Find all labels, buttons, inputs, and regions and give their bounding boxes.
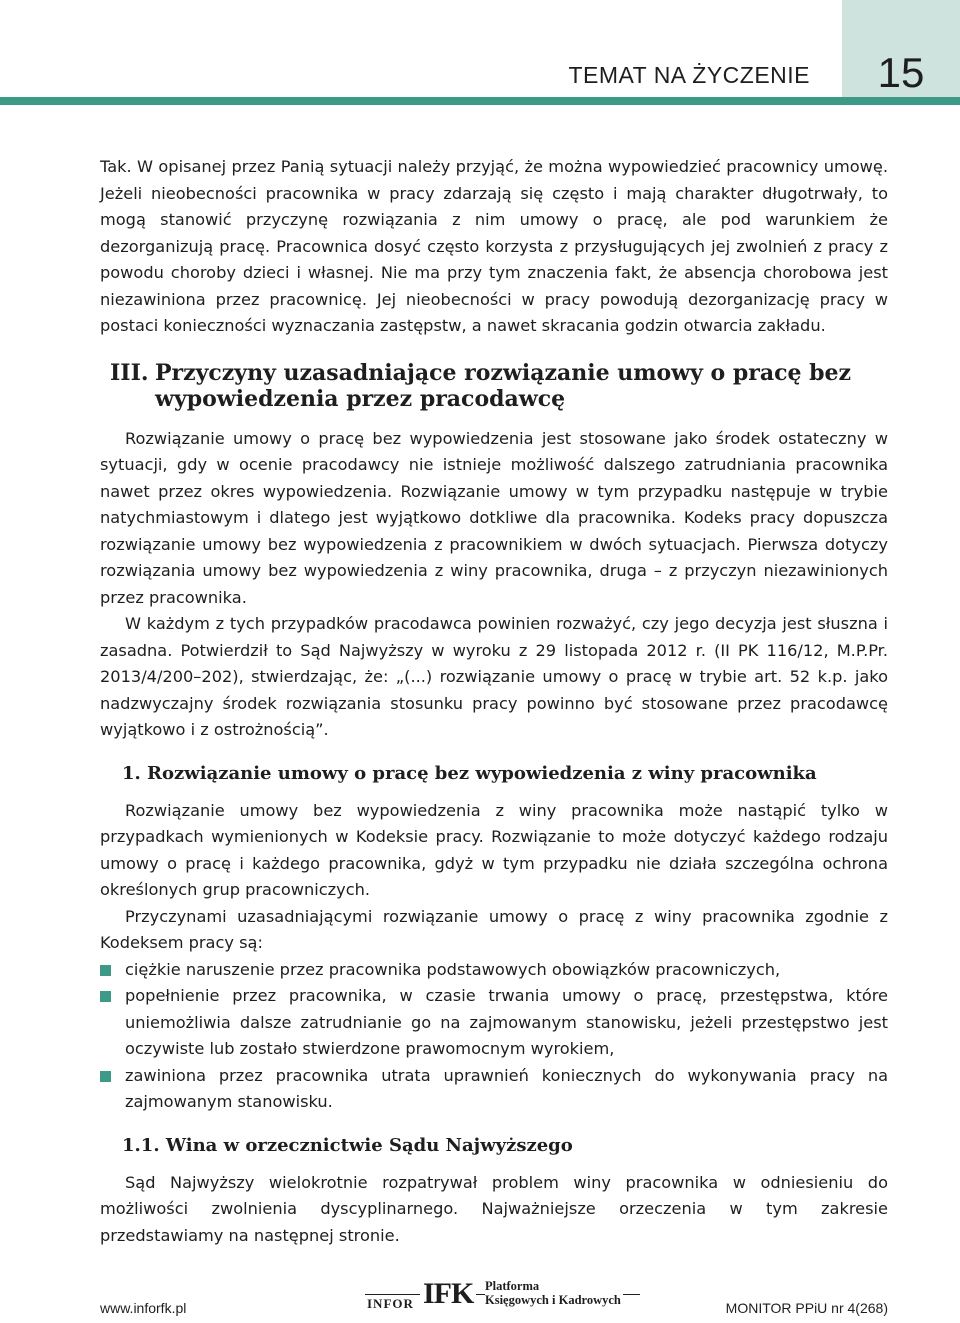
section-1-heading: 1. Rozwiązanie umowy o pracę bez wypowiedzenia z winy pracownika <box>122 762 817 784</box>
logo-text <box>485 1279 623 1307</box>
list-item: popełnienie przez pracownika, w czasie trwania umowy o pracę, przestępstwa, które uniemożliwia dalsze zatrudnianie go na zajmowanym stanowisku, jeżeli przestępstwo jest oczywiste lub zostało stwierdzone prawomocnym wyrokiem, <box>100 983 888 1063</box>
footer-url: www.inforfk.pl <box>100 1300 187 1316</box>
section-1-paragraph-2: Przyczynami uzasadniającymi rozwiązanie umowy o pracę z winy pracownika zgodnie z Kodeksem pracy są: <box>100 906 888 952</box>
logo-line-2: Księgowych i Kadrowych <box>485 1293 621 1307</box>
section-1-paragraph-1: Rozwiązanie umowy bez wypowiedzenia z winy pracownika może nastąpić tylko w przypadkach wymienionych w Kodeksie pracy. Rozwiązanie to może dotyczyć każdego rodzaju umowy o pracę i każdego pracownika, gdyż w tym przypadku nie działa szczególna ochrona określonych grup pracowniczych. <box>100 800 888 899</box>
logo-ifk: IFK <box>420 1278 476 1310</box>
logo-line-1: Platforma <box>485 1279 540 1293</box>
reasons-list <box>100 957 888 1116</box>
section-iii-title: Przyczyny uzasadniające rozwiązanie umowy o pracę bez wypowiedzenia przez pracodawcę <box>155 359 852 412</box>
bullet-square-icon <box>100 991 111 1002</box>
logo-infor: INFOR <box>367 1296 417 1312</box>
section-iii-paragraph-1: Rozwiązanie umowy o pracę bez wypowiedzenia jest stosowane jako środek ostateczny w sytuacji, gdy w ocenie pracodawcy nie istnieje możliwość dalszego zatrudniania pracownika nawet przez okres wypowiedzenia. Rozwiązanie umowy w tym przypadku następuje w trybie natychmiastowym i dlatego jest wyjątkowo dotkliwe dla pracownika. Kodeks pracy dopuszcza rozwiązanie umowy bez wypowiedzenia z pracownikiem w dwóch sytuacjach. Pierwsza dotyczy rozwiązania umowy bez wypowiedzenia z winy pracownika, druga – z przyczyn niezawinionych przez pracownika. <box>100 428 888 607</box>
page-number: 15 <box>877 49 925 96</box>
section-iii-paragraph-2: W każdym z tych przypadków pracodawca powinien rozważyć, czy jego decyzja jest słuszna i zasadna. Potwierdził to Sąd Najwyższy w wyroku z 29 listopada 2012 r. (II PK 116/12, M.P.Pr. 2013/4/200–202), stwierdzając, że: „(...) rozwiązanie umowy o pracę w trybie art. 52 k.p. jako nadzwyczajny środek rozwiązania stosunku pracy powinno być stosowane przez pracodawcę wyjątkowo i z ostrożnością”. <box>100 614 888 739</box>
article-body <box>100 154 888 1249</box>
list-item: ciężkie naruszenie przez pracownika podstawowych obowiązków pracowniczych, <box>100 957 888 984</box>
section-1-1-heading: 1.1. Wina w orzecznictwie Sądu Najwyższego <box>122 1134 573 1156</box>
section-iii-heading <box>100 360 888 412</box>
bullet-square-icon <box>100 1071 111 1082</box>
footer-magazine: MONITOR PPiU nr 4(268) <box>725 1300 888 1316</box>
section-1-1-paragraph: Sąd Najwyższy wielokrotnie rozpatrywał problem winy pracownika w odniesieniu do możliwości zwolnienia dyscyplinarnego. Najważniejsze orzeczenia w tym zakresie przedstawiamy na następnej stronie. <box>100 1172 888 1245</box>
header-rule <box>0 97 960 105</box>
bullet-square-icon <box>100 965 111 976</box>
section-iii-number: III. <box>110 359 149 386</box>
platforma-logo <box>365 1276 640 1312</box>
section-title: TEMAT NA ŻYCZENIE <box>568 62 810 88</box>
list-item: zawiniona przez pracownika utrata uprawnień koniecznych do wykonywania pracy na zajmowanym stanowisku. <box>100 1063 888 1116</box>
intro-paragraph: Tak. W opisanej przez Panią sytuacji należy przyjąć, że można wypowiedzieć pracownicy umowę. Jeżeli nieobecności pracownika w pracy zdarzają się często i mają charakter długotrwały, to mogą stanowić przyczynę rozwiązania z nim umowy o pracę, ale pod warunkiem że dezorganizują pracę. Pracownica dosyć często korzysta z przysługujących jej zwolnień z pracy z powodu choroby dzieci i własnej. Nie ma przy tym znaczenia fakt, że absencja chorobowa jest niezawiniona przez pracownicę. Jej nieobecności w pracy powodują dezorganizację pracy w postaci konieczności wyznaczania zastępstw, a nawet skracania godzin otwarcia zakładu. <box>100 157 888 335</box>
